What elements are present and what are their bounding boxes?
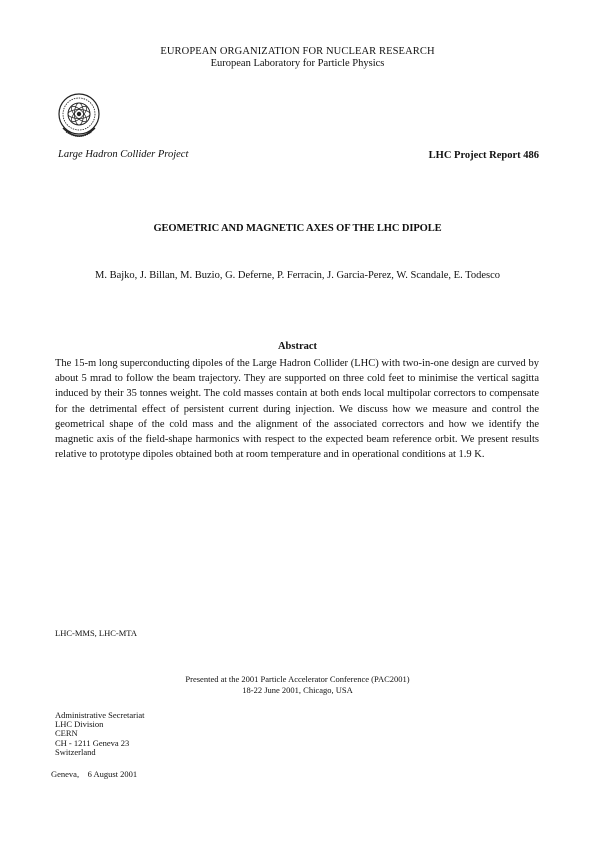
author-list: M. Bajko, J. Billan, M. Buzio, G. Deferne, P. Ferracin, J. Garcia-Perez, W. Scandale, E. Todesco xyxy=(95,270,500,281)
cern-emblem-icon xyxy=(57,92,101,142)
laboratory-name: European Laboratory for Particle Physics xyxy=(210,58,385,69)
conference-date-location: 18-22 June 2001, Chicago, USA xyxy=(242,685,353,695)
report-number: LHC Project Report 486 xyxy=(428,150,539,161)
conference-line: Presented at the 2001 Particle Accelerator Conference (PAC2001) xyxy=(185,674,410,684)
postal-address xyxy=(55,711,144,757)
abstract-heading: Abstract xyxy=(277,341,318,352)
abstract-text: The 15-m long superconducting dipoles of the Large Hadron Collider (LHC) with two-in-one design are curved by about 5 mrad to follow the beam trajectory. They are supported on three cold feet to minimise the vertical sagitta induced by their 35 tonnes weight. The cold masses contain at both ends local multipolar correctors to compensate for the detrimental effect of persistent current during injection. We discuss how we measure and control the geometrical shape of the cold mass and the alignment of the associated correctors and how we identify the magnetic axis of the field-shape harmonics with respect to the expected beam reference orbit. We present results relative to prototype dipoles obtained both at room temperature and in operational conditions at 1.9 K. xyxy=(55,358,539,461)
address-line: Switzerland xyxy=(55,746,96,757)
paper-title: GEOMETRIC AND MAGNETIC AXES OF THE LHC DIPOLE xyxy=(153,223,442,234)
project-name: Large Hadron Collider Project xyxy=(58,149,189,160)
address-line: Administrative Secretariat xyxy=(55,710,145,720)
division-codes: LHC-MMS, LHC-MTA xyxy=(55,628,137,638)
organization-name: EUROPEAN ORGANIZATION FOR NUCLEAR RESEARCH xyxy=(160,46,435,57)
address-line: CERN xyxy=(55,728,78,739)
address-line: CH - 1211 Geneva 23 xyxy=(55,737,130,748)
address-line: LHC Division xyxy=(55,719,104,730)
report-date: Geneva, 6 August 2001 xyxy=(51,769,138,779)
